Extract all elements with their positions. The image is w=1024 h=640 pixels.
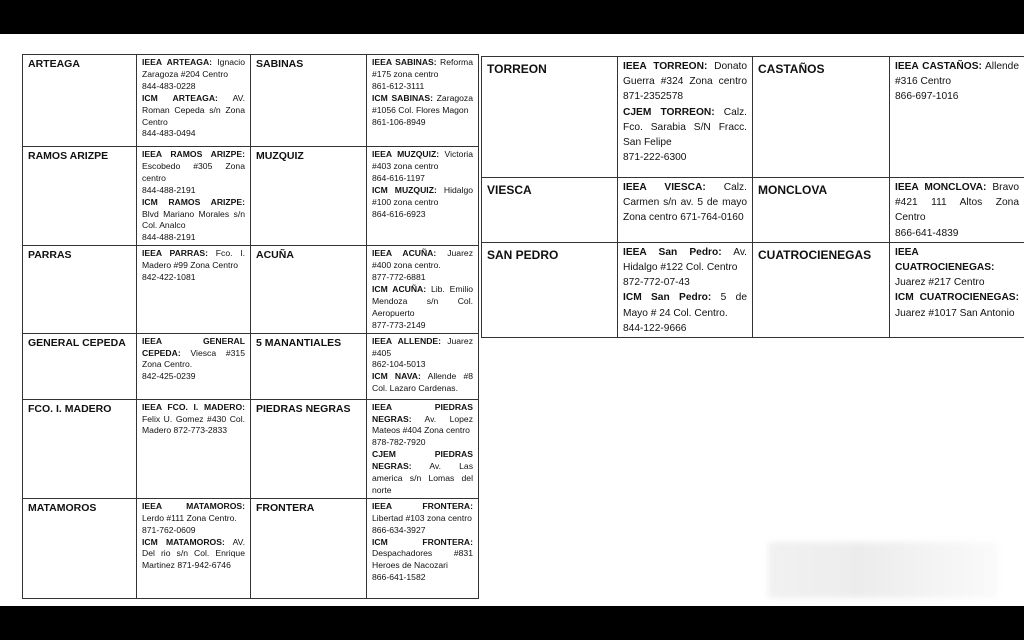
office-detail: Victoria #403 zona centro	[372, 149, 473, 171]
info-line	[142, 272, 245, 284]
office-info	[367, 498, 479, 598]
info-line	[372, 57, 473, 81]
office-label: ICM ACUÑA:	[372, 283, 427, 294]
office-detail: 862-104-5013	[372, 359, 426, 370]
municipality-name: MUZQUIZ	[251, 147, 367, 246]
office-label: CJEM TORREON:	[623, 106, 715, 118]
table-row	[482, 242, 1024, 337]
office-detail: 861-106-8949	[372, 116, 426, 127]
municipality-name: GENERAL CEPEDA	[23, 333, 137, 399]
info-line	[623, 105, 747, 151]
office-detail: 864-616-6923	[372, 208, 426, 219]
info-line	[895, 89, 1019, 104]
office-detail: 866-641-1582	[372, 572, 426, 583]
office-label: ICM MUZQUIZ:	[372, 184, 437, 195]
municipality-name: CASTAÑOS	[753, 57, 890, 178]
table-row	[23, 399, 479, 498]
office-info	[890, 178, 1024, 243]
office-detail: 5 de Mayo # 24 Col. Centro.	[623, 292, 747, 319]
office-detail: 844-122-9666	[623, 322, 687, 334]
office-detail: Lib. Emilio Mendoza s/n Col. Aeropuerto	[372, 283, 474, 318]
table-row	[23, 246, 479, 333]
office-label: IEEA PIEDRAS NEGRAS:	[372, 401, 473, 424]
office-detail: AV. Del rio s/n Col. Enrique Martinez 871-942-6746	[142, 536, 246, 571]
municipality-name: TORREON	[482, 57, 618, 178]
office-label: IEEA GENERAL CEPEDA:	[142, 335, 245, 358]
info-line	[372, 149, 473, 173]
blurred-watermark	[768, 542, 998, 598]
office-detail: 871-222-6300	[623, 152, 687, 164]
info-line	[142, 371, 245, 383]
info-line	[372, 371, 473, 395]
info-line	[372, 437, 473, 449]
office-label: ICM SABINAS:	[372, 92, 433, 103]
municipality-name: MATAMOROS	[23, 498, 137, 598]
municipality-name: RAMOS ARIZPE	[23, 147, 137, 246]
office-label: ICM ARTEAGA:	[142, 92, 218, 103]
info-line	[895, 226, 1019, 241]
municipality-name: FRONTERA	[251, 498, 367, 598]
info-line	[372, 173, 473, 185]
office-detail: 866-634-3927	[372, 524, 426, 535]
office-detail: 842-422-1081	[142, 272, 196, 283]
office-detail: Blvd Mariano Morales s/n Col. Analco	[142, 208, 245, 231]
office-detail: Juarez #1017 San Antonio	[895, 307, 1015, 319]
office-detail: 866-697-1016	[895, 91, 959, 103]
office-label: IEEA MUZQUIZ:	[372, 149, 440, 159]
office-info	[890, 57, 1024, 178]
office-info	[137, 55, 251, 147]
office-label: IEEA PARRAS:	[142, 248, 209, 259]
office-detail: 872-772-07-43	[623, 277, 690, 289]
directory-table-right	[481, 56, 1024, 338]
info-line	[372, 284, 473, 320]
info-line	[623, 290, 747, 320]
office-detail: 842-425-0239	[142, 371, 196, 382]
office-label: IEEA CASTAÑOS:	[895, 61, 982, 72]
office-label: IEEA MONCLOVA:	[895, 182, 987, 193]
municipality-name: 5 MANANTIALES	[251, 333, 367, 399]
office-label: IEEA CUATROCIENEGAS:	[895, 246, 995, 274]
info-line	[623, 150, 747, 165]
office-detail: 861-612-3111	[372, 80, 425, 91]
document-slide	[0, 34, 1024, 606]
office-detail: Felix U. Gomez #430 Col. Madero 872-773-2833	[142, 413, 245, 436]
office-label: IEEA San Pedro:	[623, 246, 722, 258]
office-detail: 877-772-6881	[372, 272, 426, 283]
office-detail: Calz. Fco. Sarabia S/N Fracc. San Felipe	[623, 106, 748, 149]
office-info	[137, 147, 251, 246]
office-detail: Escobedo #305 Zona centro	[142, 160, 245, 183]
office-label: ICM MATAMOROS:	[142, 536, 225, 547]
office-info	[367, 399, 479, 498]
info-line	[372, 525, 473, 537]
office-detail: 877-773-2149	[372, 319, 426, 330]
info-line	[372, 402, 473, 438]
office-label: ICM NAVA:	[372, 371, 421, 382]
office-detail: Fco. I. Madero #99 Zona Centro	[142, 248, 246, 271]
info-line	[895, 59, 1019, 89]
table-row	[23, 333, 479, 399]
office-detail: Juarez #405	[372, 335, 473, 358]
office-info	[367, 147, 479, 246]
office-detail: 866-641-4839	[895, 227, 959, 239]
info-line	[142, 81, 245, 93]
office-label: IEEA VIESCA:	[623, 182, 706, 193]
info-line	[372, 359, 473, 371]
office-label: IEEA ACUÑA:	[372, 248, 437, 259]
office-detail: Allende #8 Col. Lazaro Cardenas.	[372, 371, 473, 394]
info-line	[142, 57, 245, 81]
office-label: IEEA ALLENDE:	[372, 335, 442, 346]
info-line	[142, 402, 245, 438]
table-row	[23, 147, 479, 246]
info-line	[372, 501, 473, 525]
office-label: CJEM PIEDRAS NEGRAS:	[372, 449, 473, 472]
info-line	[372, 537, 473, 573]
office-detail: Hidalgo #100 zona centro	[372, 184, 473, 207]
info-line	[142, 185, 245, 197]
municipality-name: SAN PEDRO	[482, 242, 618, 337]
office-detail: Despachadores #831 Heroes de Nacozari	[372, 548, 473, 571]
office-label: IEEA MATAMOROS:	[142, 500, 245, 511]
office-detail: Calz. Carmen s/n av. 5 de mayo Zona centro 671-764-0160	[623, 182, 747, 224]
office-info	[137, 333, 251, 399]
table-row	[482, 57, 1024, 178]
office-info	[137, 498, 251, 598]
office-label: ICM San Pedro:	[623, 292, 712, 304]
municipality-name: FCO. I. MADERO	[23, 399, 137, 498]
office-info	[367, 246, 479, 333]
table-row	[23, 498, 479, 598]
info-line	[623, 59, 747, 105]
info-line	[142, 128, 245, 140]
municipality-name: MONCLOVA	[753, 178, 890, 243]
office-info	[618, 242, 753, 337]
municipality-name: CUATROCIENEGAS	[753, 242, 890, 337]
info-line	[142, 336, 245, 372]
info-line	[372, 185, 473, 209]
info-line	[623, 275, 747, 290]
office-info	[890, 242, 1024, 337]
info-line	[372, 93, 473, 117]
info-line	[895, 245, 1019, 291]
info-line	[142, 537, 245, 573]
office-label: IEEA ARTEAGA:	[142, 57, 213, 67]
info-line	[372, 320, 473, 332]
municipality-name: ARTEAGA	[23, 55, 137, 147]
info-line	[372, 572, 473, 584]
office-detail: Reforma #175 zona centro	[372, 57, 473, 79]
info-line	[372, 81, 473, 93]
office-label: IEEA RAMOS ARIZPE:	[142, 149, 245, 159]
office-detail: Lerdo #111 Zona Centro.	[142, 512, 237, 523]
office-label: IEEA FCO. I. MADERO:	[142, 401, 245, 412]
municipality-name: VIESCA	[482, 178, 618, 243]
office-detail: Av. Las america s/n Lomas del norte	[372, 461, 473, 495]
info-line	[623, 245, 747, 275]
info-line	[142, 525, 245, 537]
info-line	[372, 449, 473, 497]
municipality-name: PIEDRAS NEGRAS	[251, 399, 367, 498]
office-info	[618, 57, 753, 178]
office-info	[367, 55, 479, 147]
office-detail: Libertad #103 zona centro	[372, 512, 472, 523]
municipality-name: SABINAS	[251, 55, 367, 147]
office-detail: Zaragoza #1056 Col. Flores Magon	[372, 92, 473, 115]
info-line	[142, 93, 245, 129]
table-row	[23, 55, 479, 147]
office-info	[137, 399, 251, 498]
office-detail: Allende #316 Centro	[895, 61, 1019, 88]
municipality-name: ACUÑA	[251, 246, 367, 333]
directory-table-left	[22, 54, 479, 599]
office-detail: Donato Guerra #324 Zona centro 871-2352578	[623, 61, 747, 103]
info-line	[623, 180, 747, 226]
office-info	[367, 333, 479, 399]
info-line	[372, 117, 473, 129]
info-line	[142, 501, 245, 525]
info-line	[142, 248, 245, 272]
office-label: IEEA TORREON:	[623, 61, 708, 72]
office-info	[618, 178, 753, 243]
info-line	[623, 321, 747, 336]
office-detail: Av. Hidalgo #122 Col. Centro	[623, 246, 747, 274]
office-detail: 878-782-7920	[372, 437, 426, 448]
office-detail: 844-488-2191	[142, 184, 196, 195]
office-label: ICM FRONTERA:	[372, 536, 473, 547]
office-detail: 864-616-1197	[372, 172, 425, 183]
office-label: IEEA SABINAS:	[372, 57, 437, 67]
info-line	[142, 149, 245, 185]
info-line	[372, 209, 473, 221]
info-line	[372, 272, 473, 284]
office-detail: 844-483-0494	[142, 128, 196, 139]
office-detail: Bravo #421 111 Altos Zona Centro	[895, 182, 1019, 224]
office-detail: AV. Roman Cepeda s/n Zona Centro	[142, 92, 245, 127]
office-label: ICM RAMOS ARIZPE:	[142, 196, 245, 207]
municipality-name: PARRAS	[23, 246, 137, 333]
table-row	[482, 178, 1024, 243]
info-line	[895, 180, 1019, 226]
office-detail: Av. Lopez Mateos #404 Zona centro	[372, 413, 473, 436]
office-detail: 871-762-0609	[142, 524, 196, 535]
info-line	[142, 232, 245, 244]
info-line	[895, 290, 1019, 320]
info-line	[142, 197, 245, 233]
office-info	[137, 246, 251, 333]
office-detail: 844-488-2191	[142, 232, 196, 243]
office-label: IEEA FRONTERA:	[372, 500, 473, 511]
office-detail: Ignacio Zaragoza #204 Centro	[142, 57, 245, 79]
office-label: ICM CUATROCIENEGAS:	[895, 292, 1019, 304]
office-detail: Viesca #315 Zona Centro.	[142, 347, 245, 370]
office-detail: Juarez #400 zona centro.	[372, 248, 474, 271]
info-line	[372, 248, 473, 272]
office-detail: 844-483-0228	[142, 80, 196, 91]
office-detail: Juarez #217 Centro	[895, 277, 985, 289]
info-line	[372, 336, 473, 360]
